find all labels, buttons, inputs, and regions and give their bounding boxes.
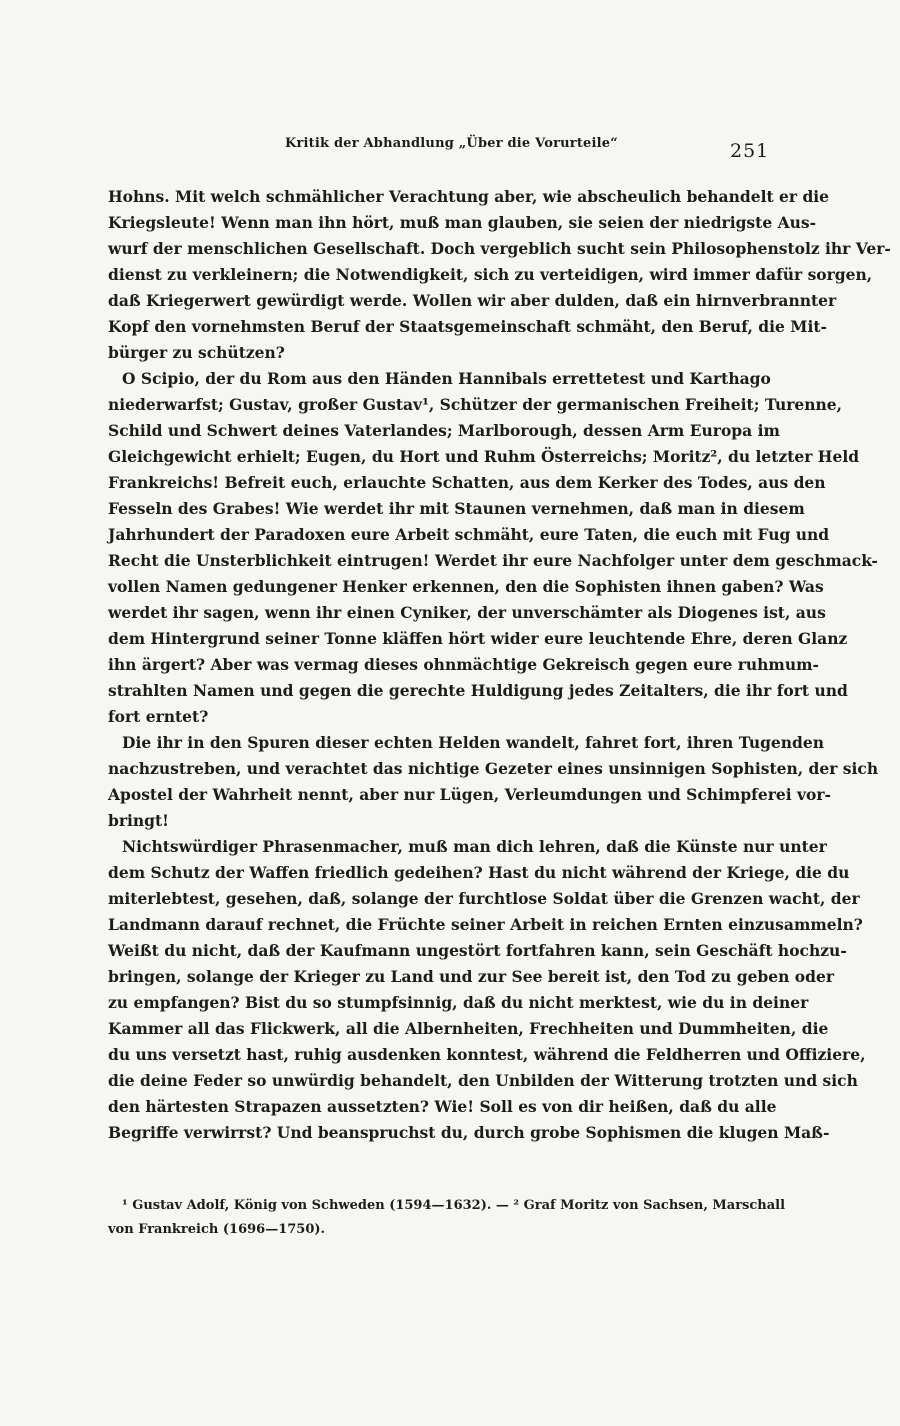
text-line: Jahrhundert der Paradoxen eure Arbeit schmäht, eure Taten, die euch mit Fug und (108, 525, 830, 544)
text-line: bringt! (108, 811, 169, 830)
text-line: strahlten Namen und gegen die gerechte Huldigung jedes Zeitalters, die ihr fort und (108, 681, 848, 700)
text-line: ihn ärgert? Aber was vermag dieses ohnmächtige Gekreisch gegen eure ruhmum- (108, 655, 819, 674)
text-line: bringen, solange der Krieger zu Land und zur See bereit ist, den Tod zu geben oder (108, 967, 834, 986)
running-header: Kritik der Abhandlung „Über die Vorurteile“ (285, 136, 618, 151)
paragraph (108, 730, 879, 834)
paragraph (108, 834, 866, 1146)
text-line: dienst zu verkleinern; die Notwendigkeit, sich zu verteidigen, wird immer dafür sorgen, (108, 265, 873, 284)
text-line: Die ihr in den Spuren dieser echten Helden wandelt, fahret fort, ihren Tugenden (122, 733, 825, 752)
text-line: O Scipio, der du Rom aus den Händen Hannibals errettetest und Karthago (122, 369, 771, 388)
text-line: dem Hintergrund seiner Tonne kläffen hört wider eure leuchtende Ehre, deren Glanz (108, 629, 848, 648)
text-line: Fesseln des Grabes! Wie werdet ihr mit Staunen vernehmen, daß man in diesem (108, 499, 805, 518)
text-line: die deine Feder so unwürdig behandelt, den Unbilden der Witterung trotzten und sich (108, 1071, 858, 1090)
footnote-line: ¹ Gustav Adolf, König von Schweden (1594—1632). — ² Graf Moritz von Sachsen, Marschall (122, 1198, 786, 1213)
text-line: Kopf den vornehmsten Beruf der Staatsgemeinschaft schmäht, den Beruf, die Mit- (108, 317, 827, 336)
text-line: vollen Namen gedungener Henker erkennen, den die Sophisten ihnen gaben? Was (108, 577, 824, 596)
text-line: Frankreichs! Befreit euch, erlauchte Schatten, aus dem Kerker des Todes, aus den (108, 473, 826, 492)
text-line: daß Kriegerwert gewürdigt werde. Wollen wir aber dulden, daß ein hirnverbrannter (108, 291, 837, 310)
text-line: Begriffe verwirrst? Und beanspruchst du, durch grobe Sophismen die klugen Maß- (108, 1123, 830, 1142)
text-line: bürger zu schützen? (108, 343, 285, 362)
text-line: Landmann darauf rechnet, die Früchte seiner Arbeit in reichen Ernten einzusammeln? (108, 915, 863, 934)
text-line: Kriegsleute! Wenn man ihn hört, muß man glauben, sie seien der niedrigste Aus- (108, 213, 817, 232)
text-line: miterlebtest, gesehen, daß, solange der furchtlose Soldat über die Grenzen wacht, der (108, 889, 860, 908)
text-line: niederwarfst; Gustav, großer Gustav¹, Schützer der germanischen Freiheit; Turenne, (108, 395, 843, 414)
text-line: Gleichgewicht erhielt; Eugen, du Hort und Ruhm Österreichs; Moritz², du letzter Held (108, 447, 860, 466)
text-line: Schild und Schwert deines Vaterlandes; Marlborough, dessen Arm Europa im (108, 421, 780, 440)
text-line: dem Schutz der Waffen friedlich gedeihen? Hast du nicht während der Kriege, die du (108, 863, 850, 882)
text-line: wurf der menschlichen Gesellschaft. Doch vergeblich sucht sein Philosophenstolz ihr Ver- (108, 239, 891, 258)
text-line: du uns versetzt hast, ruhig ausdenken konntest, während die Feldherren und Offiziere, (108, 1045, 866, 1064)
body-text (108, 184, 891, 1146)
text-line: nachzustreben, und verachtet das nichtige Gezeter eines unsinnigen Sophisten, der sich (108, 759, 879, 778)
text-line: Recht die Unsterblichkeit eintrugen! Werdet ihr eure Nachfolger unter dem geschmack- (108, 551, 878, 570)
footnotes (108, 1194, 786, 1242)
text-line: Hohns. Mit welch schmählicher Verachtung aber, wie abscheulich behandelt er die (108, 187, 830, 206)
text-line: Kammer all das Flickwerk, all die Albernheiten, Frechheiten und Dummheiten, die (108, 1019, 829, 1038)
paragraph (108, 366, 878, 730)
text-line: Nichtswürdiger Phrasenmacher, muß man dich lehren, daß die Künste nur unter (122, 837, 827, 856)
text-line: fort erntet? (108, 707, 209, 726)
text-line: zu empfangen? Bist du so stumpfsinnig, daß du nicht merktest, wie du in deiner (108, 993, 809, 1012)
paragraph (108, 184, 891, 366)
text-line: Weißt du nicht, daß der Kaufmann ungestört fortfahren kann, sein Geschäft hochzu- (108, 941, 847, 960)
text-line: den härtesten Strapazen aussetzten? Wie! Soll es von dir heißen, daß du alle (108, 1097, 777, 1116)
text-line: Apostel der Wahrheit nennt, aber nur Lügen, Verleumdungen und Schimpferei vor- (108, 785, 831, 804)
footnote-line: von Frankreich (1696—1750). (108, 1222, 326, 1237)
page-number: 251 (730, 140, 770, 162)
text-line: werdet ihr sagen, wenn ihr einen Cyniker, der unverschämter als Diogenes ist, aus (108, 603, 826, 622)
